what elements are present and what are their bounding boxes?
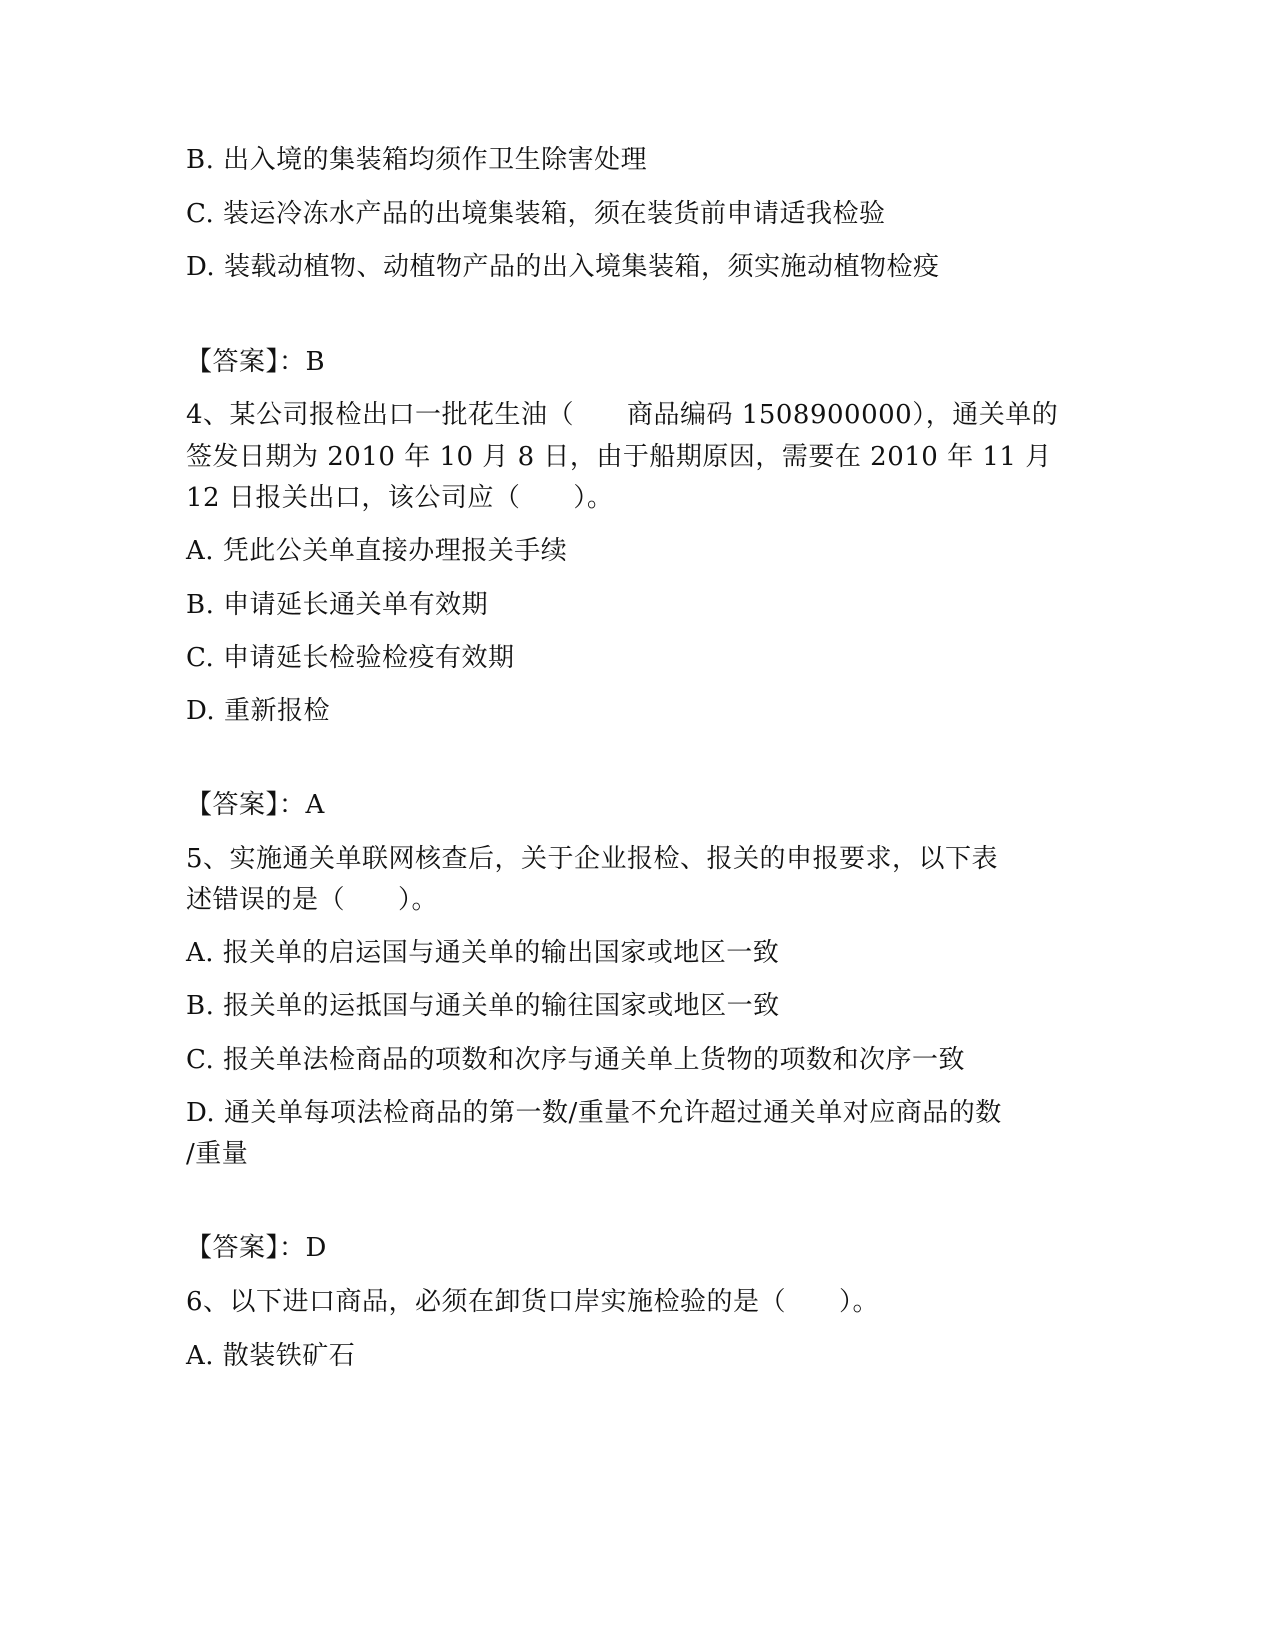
q5-option-a: A. 报关单的启运国与通关单的输出国家或地区一致 <box>186 938 780 968</box>
q6-stem: 6、以下进口商品，必须在卸货口岸实施检验的是（ ）。 <box>186 1287 880 1317</box>
q5-option-d-line1: D. 通关单每项法检商品的第一数/重量不允许超过通关单对应商品的数 <box>186 1098 1002 1128</box>
q6-option-a: A. 散装铁矿石 <box>186 1341 356 1371</box>
q5-stem-line2: 述错误的是（ ）。 <box>186 885 439 915</box>
q5-answer: 【答案】：D <box>186 1233 327 1263</box>
q4-stem-line1: 4、某公司报检出口一批花生油（ 商品编码 1508900000），通关单的 <box>186 400 1059 430</box>
q5-option-c: C. 报关单法检商品的项数和次序与通关单上货物的项数和次序一致 <box>186 1045 965 1075</box>
q3-answer: 【答案】：B <box>186 347 326 377</box>
q4-answer: 【答案】：A <box>186 790 325 820</box>
q5-option-d-line2: /重量 <box>186 1139 249 1169</box>
q4-stem-line3: 12 日报关出口，该公司应（ ）。 <box>186 483 614 513</box>
q3-option-d: D. 装载动植物、动植物产品的出入境集装箱，须实施动植物检疫 <box>186 252 940 282</box>
q4-option-c: C. 申请延长检验检疫有效期 <box>186 643 515 673</box>
q5-option-b: B. 报关单的运抵国与通关单的输往国家或地区一致 <box>186 991 780 1021</box>
q3-option-c: C. 装运冷冻水产品的出境集装箱，须在装货前申请适我检验 <box>186 199 886 229</box>
q5-stem-line1: 5、实施通关单联网核查后，关于企业报检、报关的申报要求，以下表 <box>186 844 999 874</box>
q4-option-a: A. 凭此公关单直接办理报关手续 <box>186 536 568 566</box>
q4-option-b: B. 申请延长通关单有效期 <box>186 590 489 620</box>
q3-option-b: B. 出入境的集装箱均须作卫生除害处理 <box>186 145 648 175</box>
q4-option-d: D. 重新报检 <box>186 696 330 726</box>
q4-stem-line2: 签发日期为 2010 年 10 月 8 日，由于船期原因，需要在 2010 年 11 月 <box>186 442 1052 472</box>
